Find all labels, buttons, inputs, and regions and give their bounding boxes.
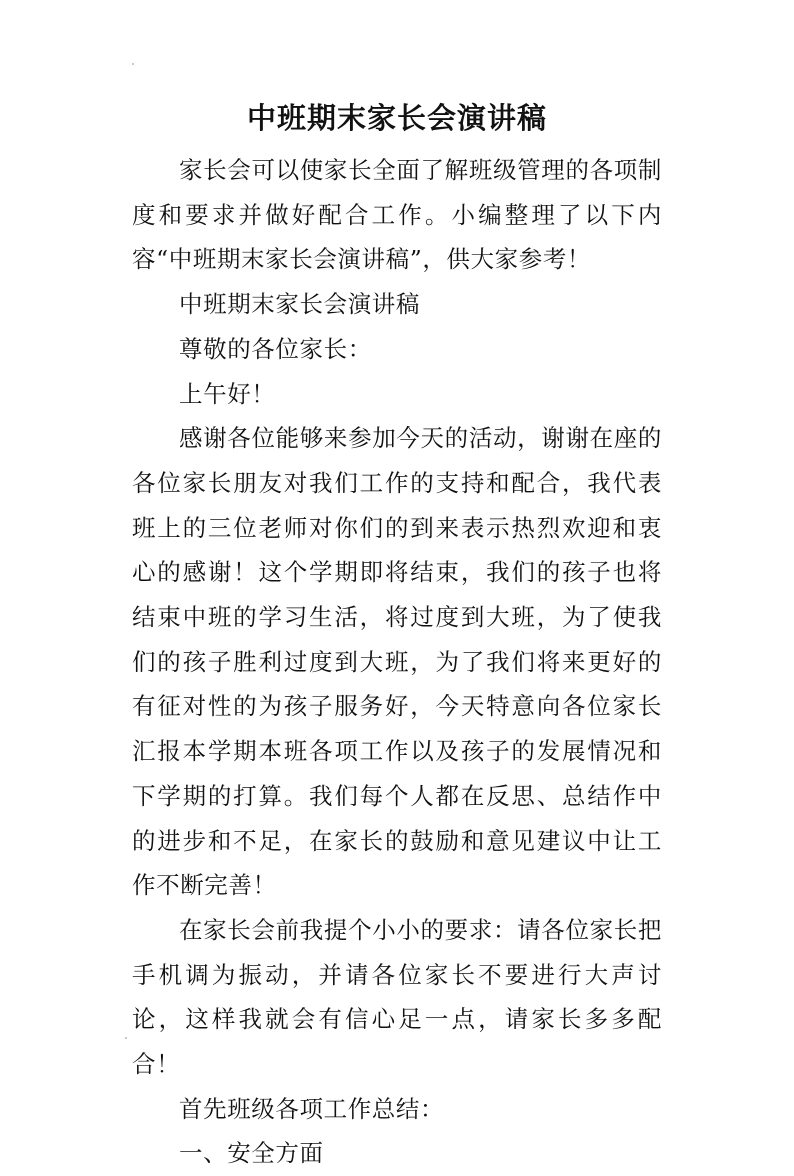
paragraph-thanks: 感谢各位能够来参加今天的活动，谢谢在座的各位家长朋友对我们工作的支持和配合，我代表班上的三位老师对你们的到来表示热烈欢迎和衷心的感谢！这个学期即将结束，我们的孩子也将结束中班的学习生活，将过度到大班，为了使我们的孩子胜利过度到大班，为了我们将来更好的有征对性的为孩子服务好，今天特意向各位家长汇报本学期本班各项工作以及孩子的发展情况和下学期的打算。我们每个人都在反思、总结作中的进步和不足，在家长的鼓励和意见建议中让工作不断完善！ [132,424,662,900]
paragraph-salutation: 尊敬的各位家长： [179,334,372,363]
scan-speck [125,1037,127,1039]
scan-speck [132,63,134,65]
paragraph-greeting: 上午好！ [179,379,276,408]
document-body [132,148,662,1176]
paragraph-intro: 家长会可以使家长全面了解班级管理的各项制度和要求并做好配合工作。小编整理了以下内容“中班期末家长会演讲稿”，供大家参考！ [132,156,662,274]
paragraph-section-safety: 一、安全方面 [179,1139,324,1168]
paragraph-subtitle: 中班期末家长会演讲稿 [179,290,420,319]
paragraph-summary-heading: 首先班级各项工作总结： [179,1094,445,1123]
paragraph-request: 在家长会前我提个小小的要求：请各位家长把手机调为振动，并请各位家长不要进行大声讨论，这样我就会有信心足一点，请家长多多配合！ [132,915,662,1079]
document-title: 中班期末家长会演讲稿 [246,101,547,135]
